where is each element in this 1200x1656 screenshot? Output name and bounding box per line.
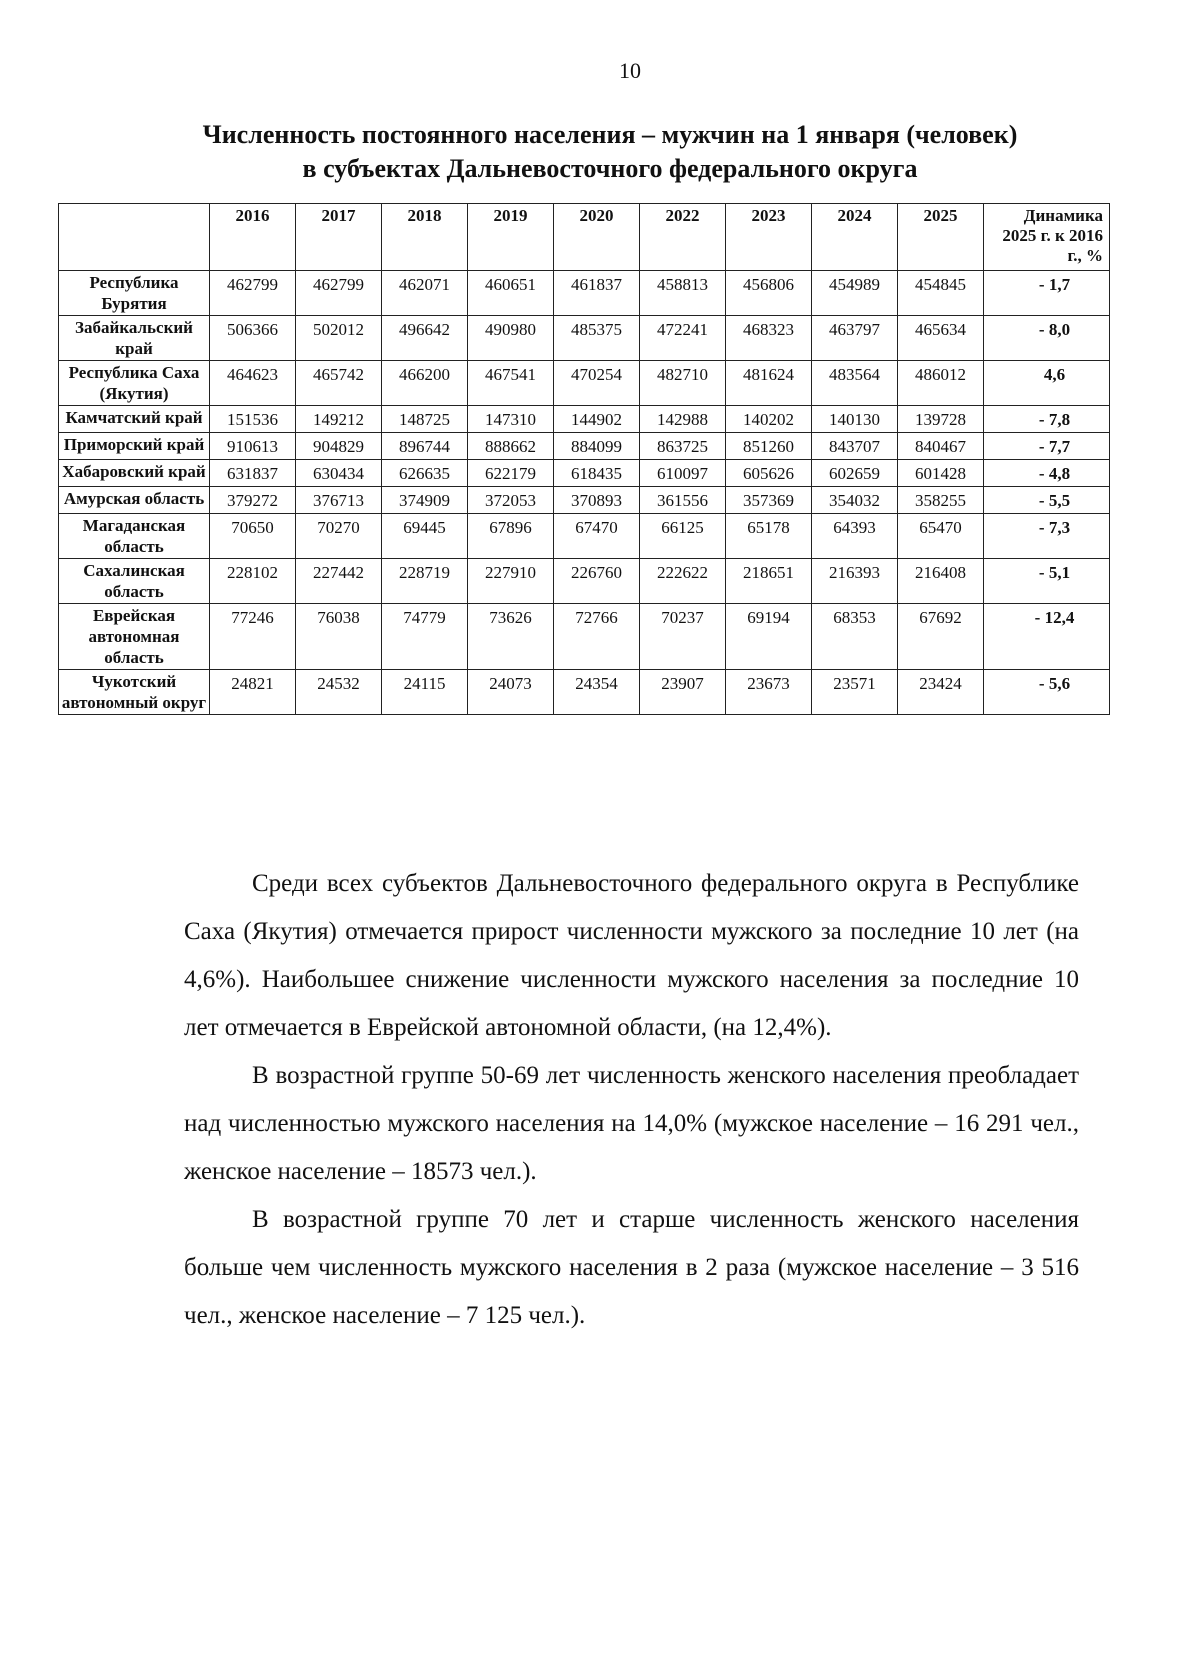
population-value-cell: 863725: [640, 433, 726, 460]
dynamics-cell: 4,6: [984, 361, 1110, 406]
population-value-cell: 76038: [296, 604, 382, 670]
population-value-cell: 354032: [812, 487, 898, 514]
region-name-cell: Сахалинская область: [59, 559, 210, 604]
population-table: [58, 203, 1110, 715]
paragraph: Среди всех субъектов Дальневосточного федерального округа в Республике Саха (Якутия) отмечается прирост численности мужского за последние 10 лет (на 4,6%). Наибольшее снижение численности мужского населения за последние 10 лет отмечается в Еврейской автономной области, (на 12,4%).: [184, 870, 1079, 1041]
dynamics-cell: - 5,1: [984, 559, 1110, 604]
region-name-cell: Магаданская область: [59, 514, 210, 559]
population-value-cell: 851260: [726, 433, 812, 460]
paragraph: В возрастной группе 50-69 лет численность женского населения преобладает над численностью мужского населения на 14,0% (мужское население – 16 291 чел., женское население – 18573 чел.).: [184, 1062, 1079, 1185]
page-number: 10: [619, 58, 641, 83]
population-value-cell: 140202: [726, 406, 812, 433]
dynamics-cell: - 5,6: [984, 670, 1110, 715]
population-value-cell: 140130: [812, 406, 898, 433]
population-value-cell: 467541: [468, 361, 554, 406]
table-row: [59, 316, 1110, 361]
population-value-cell: 496642: [382, 316, 468, 361]
population-value-cell: 468323: [726, 316, 812, 361]
header-year: 2025: [898, 204, 984, 271]
population-value-cell: 843707: [812, 433, 898, 460]
population-value-cell: 458813: [640, 271, 726, 316]
population-value-cell: 631837: [210, 460, 296, 487]
table-row: [59, 406, 1110, 433]
table-row: [59, 514, 1110, 559]
population-value-cell: 74779: [382, 604, 468, 670]
title-line-2: в субъектах Дальневосточного федерального округа: [302, 154, 918, 183]
population-value-cell: 24821: [210, 670, 296, 715]
population-value-cell: 472241: [640, 316, 726, 361]
population-value-cell: 502012: [296, 316, 382, 361]
population-value-cell: 896744: [382, 433, 468, 460]
population-value-cell: 456806: [726, 271, 812, 316]
table-row: [59, 271, 1110, 316]
population-value-cell: 24532: [296, 670, 382, 715]
population-value-cell: 24354: [554, 670, 640, 715]
population-value-cell: 454845: [898, 271, 984, 316]
population-value-cell: 462799: [210, 271, 296, 316]
region-name-cell: Камчатский край: [59, 406, 210, 433]
population-value-cell: 601428: [898, 460, 984, 487]
population-value-cell: 454989: [812, 271, 898, 316]
dynamics-cell: - 7,3: [984, 514, 1110, 559]
population-value-cell: 68353: [812, 604, 898, 670]
population-value-cell: 910613: [210, 433, 296, 460]
population-value-cell: 482710: [640, 361, 726, 406]
header-year: 2023: [726, 204, 812, 271]
population-value-cell: 357369: [726, 487, 812, 514]
population-value-cell: 64393: [812, 514, 898, 559]
population-value-cell: 69445: [382, 514, 468, 559]
table-row: [59, 670, 1110, 715]
header-region: [59, 204, 210, 271]
dynamics-cell: - 4,8: [984, 460, 1110, 487]
population-value-cell: 23571: [812, 670, 898, 715]
table-header-row: [59, 204, 1110, 271]
population-value-cell: 227442: [296, 559, 382, 604]
region-name-cell: Приморский край: [59, 433, 210, 460]
population-value-cell: 361556: [640, 487, 726, 514]
population-value-cell: 77246: [210, 604, 296, 670]
population-value-cell: 463797: [812, 316, 898, 361]
population-value-cell: 630434: [296, 460, 382, 487]
header-dynamics: Динамика 2025 г. к 2016 г., %: [984, 204, 1110, 271]
population-value-cell: 379272: [210, 487, 296, 514]
population-value-cell: 139728: [898, 406, 984, 433]
population-value-cell: 67896: [468, 514, 554, 559]
population-value-cell: 70650: [210, 514, 296, 559]
table-row: [59, 604, 1110, 670]
population-value-cell: 67692: [898, 604, 984, 670]
population-value-cell: 460651: [468, 271, 554, 316]
population-value-cell: 216408: [898, 559, 984, 604]
population-value-cell: 481624: [726, 361, 812, 406]
population-value-cell: 610097: [640, 460, 726, 487]
population-value-cell: 485375: [554, 316, 640, 361]
population-value-cell: 23424: [898, 670, 984, 715]
population-value-cell: 466200: [382, 361, 468, 406]
population-value-cell: 216393: [812, 559, 898, 604]
population-value-cell: 490980: [468, 316, 554, 361]
population-value-cell: 67470: [554, 514, 640, 559]
header-year: 2020: [554, 204, 640, 271]
region-name-cell: Амурская область: [59, 487, 210, 514]
body-text: [184, 860, 1079, 1340]
population-value-cell: 626635: [382, 460, 468, 487]
header-year: 2018: [382, 204, 468, 271]
population-value-cell: 218651: [726, 559, 812, 604]
population-value-cell: 486012: [898, 361, 984, 406]
population-value-cell: 376713: [296, 487, 382, 514]
population-value-cell: 358255: [898, 487, 984, 514]
population-value-cell: 461837: [554, 271, 640, 316]
region-name-cell: Республика Саха (Якутия): [59, 361, 210, 406]
region-name-cell: Хабаровский край: [59, 460, 210, 487]
population-value-cell: 66125: [640, 514, 726, 559]
region-name-cell: Еврейская автономная область: [59, 604, 210, 670]
population-value-cell: 226760: [554, 559, 640, 604]
dynamics-cell: - 8,0: [984, 316, 1110, 361]
table-row: [59, 487, 1110, 514]
population-value-cell: 465742: [296, 361, 382, 406]
population-value-cell: 618435: [554, 460, 640, 487]
population-value-cell: 622179: [468, 460, 554, 487]
population-value-cell: 70237: [640, 604, 726, 670]
header-year: 2016: [210, 204, 296, 271]
table-row: [59, 361, 1110, 406]
population-value-cell: 65178: [726, 514, 812, 559]
population-value-cell: 374909: [382, 487, 468, 514]
population-value-cell: 72766: [554, 604, 640, 670]
population-value-cell: 470254: [554, 361, 640, 406]
population-value-cell: 370893: [554, 487, 640, 514]
population-value-cell: 372053: [468, 487, 554, 514]
population-value-cell: 142988: [640, 406, 726, 433]
region-name-cell: Забайкальский край: [59, 316, 210, 361]
population-value-cell: 144902: [554, 406, 640, 433]
table-row: [59, 460, 1110, 487]
paragraph: В возрастной группе 70 лет и старше численность женского населения больше чем численность мужского населения в 2 раза (мужское население – 3 516 чел., женское население – 7 125 чел.).: [184, 1206, 1079, 1329]
population-value-cell: 465634: [898, 316, 984, 361]
header-year: 2017: [296, 204, 382, 271]
dynamics-cell: - 12,4: [984, 604, 1110, 670]
population-value-cell: 69194: [726, 604, 812, 670]
title-line-1: Численность постоянного населения – мужчин на 1 января (человек): [202, 120, 1018, 149]
header-year: 2019: [468, 204, 554, 271]
header-year: 2024: [812, 204, 898, 271]
population-value-cell: 840467: [898, 433, 984, 460]
dynamics-cell: - 5,5: [984, 487, 1110, 514]
population-value-cell: 904829: [296, 433, 382, 460]
population-value-cell: 148725: [382, 406, 468, 433]
table-row: [59, 433, 1110, 460]
population-value-cell: 73626: [468, 604, 554, 670]
table-title: [60, 118, 1160, 186]
population-value-cell: 462799: [296, 271, 382, 316]
population-value-cell: 464623: [210, 361, 296, 406]
population-value-cell: 24115: [382, 670, 468, 715]
dynamics-cell: - 7,8: [984, 406, 1110, 433]
population-value-cell: 228102: [210, 559, 296, 604]
population-value-cell: 602659: [812, 460, 898, 487]
population-value-cell: 605626: [726, 460, 812, 487]
population-value-cell: 149212: [296, 406, 382, 433]
population-value-cell: 65470: [898, 514, 984, 559]
population-value-cell: 228719: [382, 559, 468, 604]
population-value-cell: 888662: [468, 433, 554, 460]
population-value-cell: 227910: [468, 559, 554, 604]
population-value-cell: 483564: [812, 361, 898, 406]
population-value-cell: 70270: [296, 514, 382, 559]
population-value-cell: 506366: [210, 316, 296, 361]
population-value-cell: 24073: [468, 670, 554, 715]
dynamics-cell: - 7,7: [984, 433, 1110, 460]
region-name-cell: Республика Бурятия: [59, 271, 210, 316]
header-year: 2022: [640, 204, 726, 271]
region-name-cell: Чукотский автономный округ: [59, 670, 210, 715]
population-value-cell: 23673: [726, 670, 812, 715]
table-row: [59, 559, 1110, 604]
population-value-cell: 147310: [468, 406, 554, 433]
population-value-cell: 222622: [640, 559, 726, 604]
dynamics-cell: - 1,7: [984, 271, 1110, 316]
population-value-cell: 884099: [554, 433, 640, 460]
population-value-cell: 462071: [382, 271, 468, 316]
population-value-cell: 23907: [640, 670, 726, 715]
population-value-cell: 151536: [210, 406, 296, 433]
